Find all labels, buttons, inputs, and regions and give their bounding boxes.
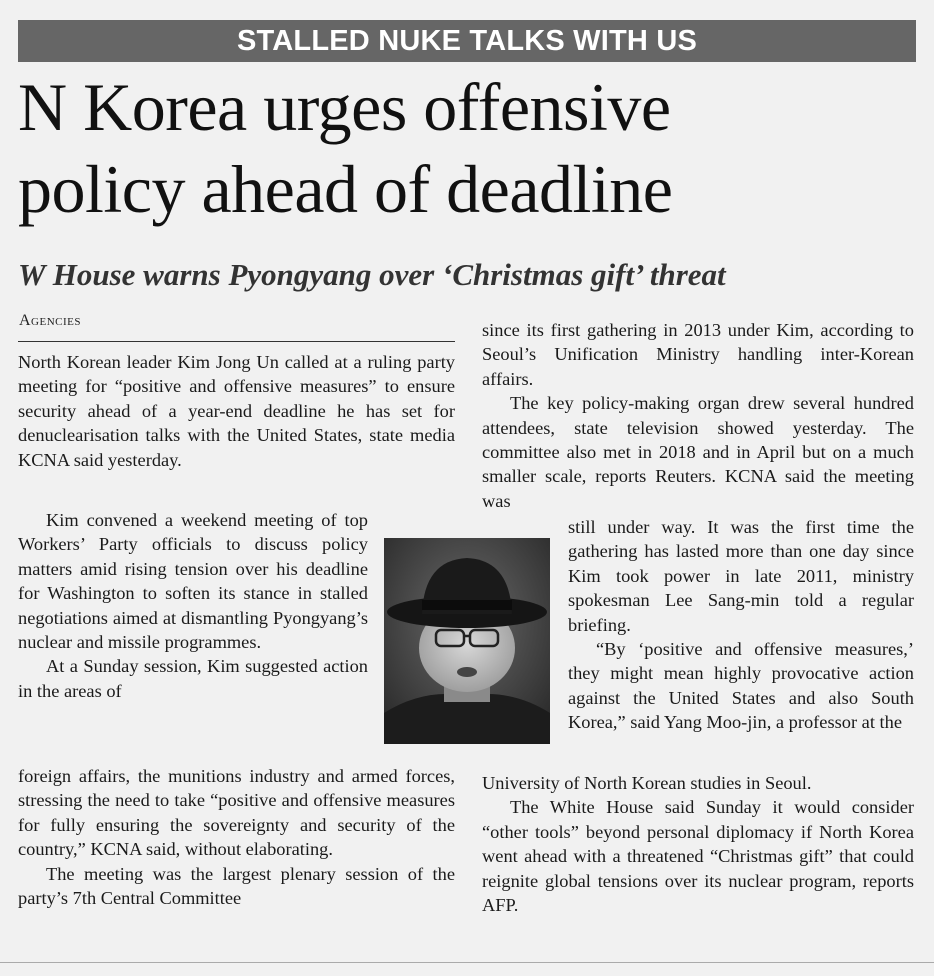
paragraph: foreign affairs, the munitions industry and armed forces, stressing the need to take “positive and offensive measures for fully ensuring the sovereignty and security of the country,” KCNA said, without elaborating. bbox=[18, 766, 455, 860]
paragraph: At a Sunday session, Kim suggested action in the areas of bbox=[18, 656, 368, 701]
headline-line-2: policy ahead of deadline bbox=[18, 151, 673, 227]
paragraph: still under way. It was the first time the gathering has lasted more than one day since Kim took power in late 2011, ministry spokesman Lee Sang-min told a regular briefing. bbox=[568, 517, 914, 635]
subheadline: W House warns Pyongyang over ‘Christmas gift’ threat bbox=[18, 257, 726, 292]
portrait-image bbox=[384, 538, 550, 744]
byline: Agencies bbox=[19, 312, 81, 329]
paragraph: since its first gathering in 2013 under Kim, according to Seoul’s Unification Ministry handling inter-Korean affairs. bbox=[482, 320, 914, 389]
section-kicker: STALLED NUKE TALKS WITH US bbox=[18, 20, 916, 62]
headline bbox=[18, 66, 923, 230]
right-column-bottom bbox=[482, 771, 914, 917]
page-bottom-rule bbox=[0, 962, 934, 963]
right-column-top bbox=[482, 318, 914, 513]
paragraph: Kim convened a weekend meeting of top Workers’ Party officials to discuss policy matters amid rising tension over his deadline for Washington to soften its stance in stalled negotiations aimed at dismantling Pyongyang’s nuclear and missile programmes. bbox=[18, 510, 368, 653]
paragraph: The White House said Sunday it would consider “other tools” beyond personal diplomacy if North Korea went ahead with a threatened “Christmas gift” that could reignite global tensions over its nuclear program, reports AFP. bbox=[482, 797, 914, 916]
paragraph: “By ‘positive and offensive measures,’ they might mean highly provocative action against the United States and also South Korea,” said Yang Moo-jin, a professor at the bbox=[568, 639, 914, 733]
left-column-top bbox=[18, 350, 455, 472]
paragraph: The meeting was the largest plenary session of the party’s 7th Central Committee bbox=[18, 863, 455, 909]
kim-jong-un-photo bbox=[384, 538, 550, 744]
right-column-wrap bbox=[568, 515, 914, 735]
paragraph: North Korean leader Kim Jong Un called at a ruling party meeting for “positive and offensive measures” to ensure security ahead of a year-end deadline he has set for denuclearisation talks with the United States, state media KCNA said yesterday. bbox=[18, 352, 455, 470]
byline-divider bbox=[18, 341, 455, 342]
left-column-wrap bbox=[18, 508, 368, 703]
paragraph: The key policy-making organ drew several hundred attendees, state television showed yesterday. The committee also met in 2018 and in April but on a much smaller scale, reports Reuters. KCNA said the meeting was bbox=[482, 393, 914, 511]
headline-line-1: N Korea urges offensive bbox=[18, 69, 671, 145]
paragraph: University of North Korean studies in Seoul. bbox=[482, 773, 812, 793]
left-column-bottom bbox=[18, 764, 455, 910]
